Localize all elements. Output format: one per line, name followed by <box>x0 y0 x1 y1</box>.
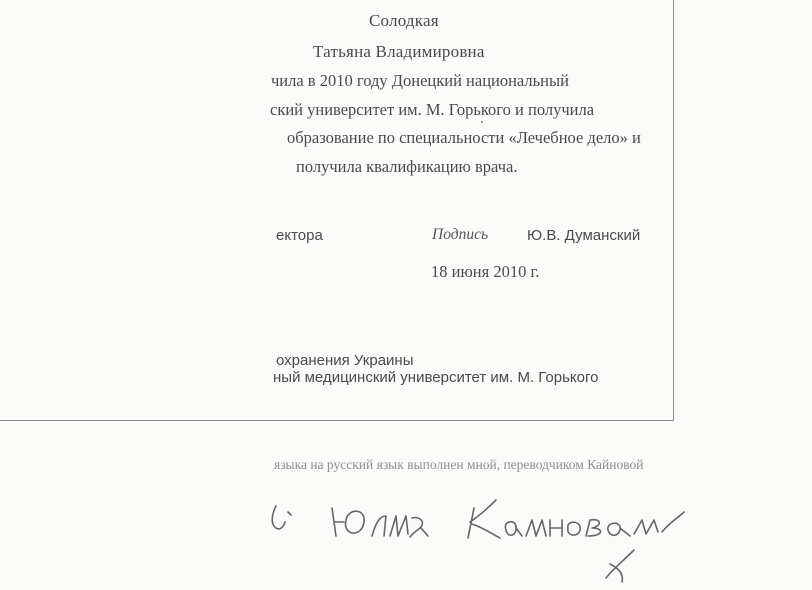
issue-date: 18 июня 2010 г. <box>431 262 540 281</box>
holder-given-names: Татьяна Владимировна <box>313 42 485 61</box>
translator-note: языка на русский язык выполнен мной, переводчиком Кайновой <box>274 457 644 472</box>
ink-speck <box>481 121 483 123</box>
signatory-position: ектора <box>276 227 323 244</box>
translator-signature <box>250 478 700 590</box>
signature-label: Подпись <box>432 226 489 243</box>
signatory-name: Ю.В. Думанский <box>527 227 641 244</box>
certificate-line-4: получила квалификацию врача. <box>296 157 518 176</box>
certificate-line-1: чила в 2010 году Донецкий национальный <box>271 71 569 90</box>
issuer-ministry: охранения Украины <box>276 352 414 369</box>
issuer-university: ный медицинский университет им. М. Горького <box>273 369 599 386</box>
certificate-line-2: ский университет им. М. Горького и получила <box>270 100 595 119</box>
certificate-line-3: образование по специальности «Лечебное дело» и <box>287 128 641 147</box>
holder-surname: Солодкая <box>369 11 439 30</box>
